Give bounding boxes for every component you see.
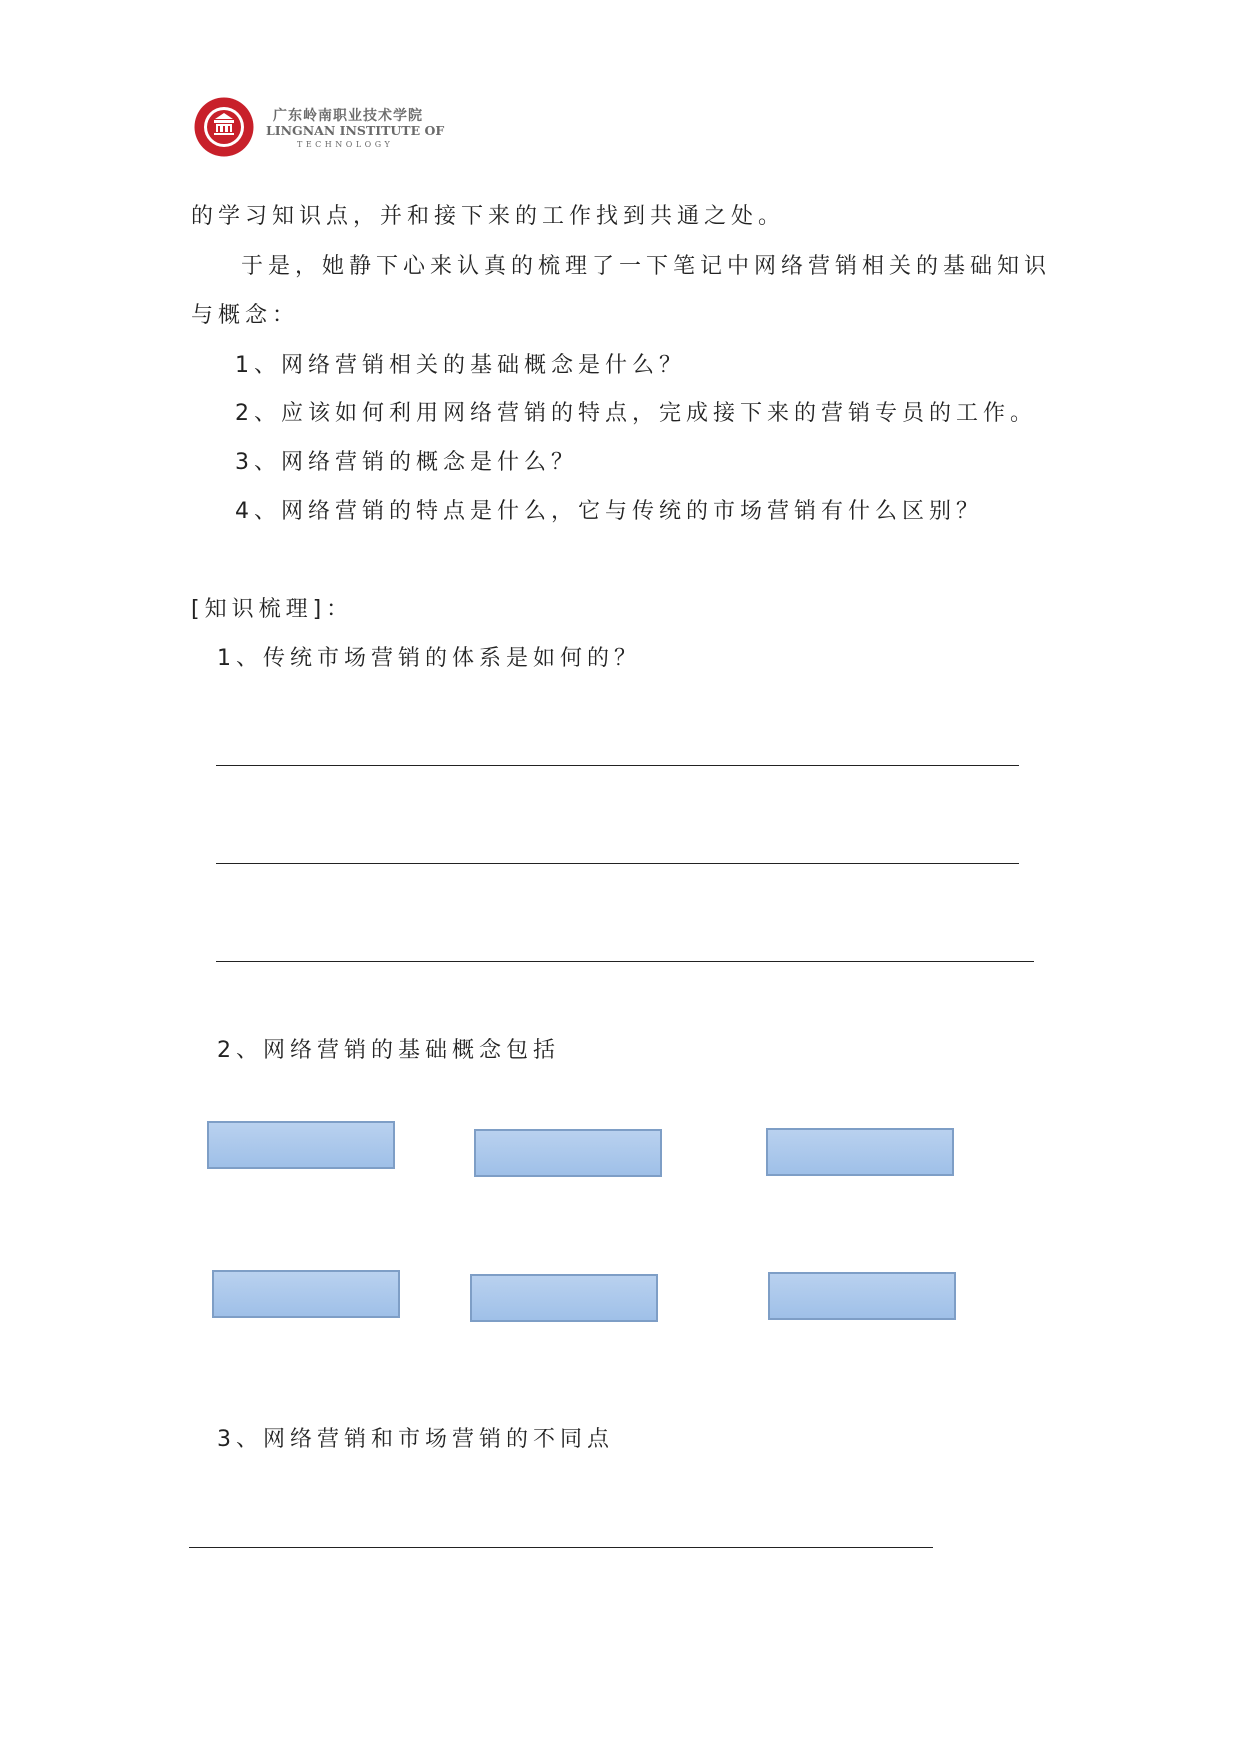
- concept-box[interactable]: [766, 1128, 954, 1176]
- concept-box[interactable]: [212, 1270, 400, 1318]
- concept-box[interactable]: [207, 1121, 395, 1169]
- school-seal-icon: [193, 96, 255, 158]
- concept-box[interactable]: [470, 1274, 658, 1322]
- logo-name-en: LINGNAN INSTITUTE OF: [266, 123, 445, 138]
- school-logo: [193, 96, 445, 158]
- section-question-2: 2、网络营销的基础概念包括: [217, 1038, 560, 1063]
- answer-line: [216, 863, 1019, 864]
- question-item: 2、应该如何利用网络营销的特点，完成接下来的营销专员的工作。: [235, 401, 1037, 426]
- section-heading: [知识梳理]：: [191, 597, 354, 622]
- logo-name-en-line2: TECHNOLOGY: [297, 140, 394, 149]
- concept-box[interactable]: [768, 1272, 956, 1320]
- concept-box[interactable]: [474, 1129, 662, 1177]
- question-item: 3、网络营销的概念是什么？: [235, 450, 578, 475]
- section-question-1: 1、传统市场营销的体系是如何的？: [217, 646, 641, 671]
- answer-line: [189, 1547, 933, 1548]
- intro-para2-line-2: 与概念：: [191, 303, 300, 328]
- answer-line: [216, 765, 1019, 766]
- question-item: 4、网络营销的特点是什么，它与传统的市场营销有什么区别？: [235, 499, 983, 524]
- question-item: 1、网络营销相关的基础概念是什么？: [235, 353, 686, 378]
- logo-name-cn: 广东岭南职业技术学院: [273, 108, 423, 124]
- answer-line: [216, 961, 1034, 962]
- section-question-3: 3、网络营销和市场营销的不同点: [217, 1427, 614, 1452]
- intro-para2-line-1: 于是，她静下心来认真的梳理了一下笔记中网络营销相关的基础知识: [241, 254, 1052, 279]
- intro-line-1: 的学习知识点，并和接下来的工作找到共通之处。: [191, 204, 786, 229]
